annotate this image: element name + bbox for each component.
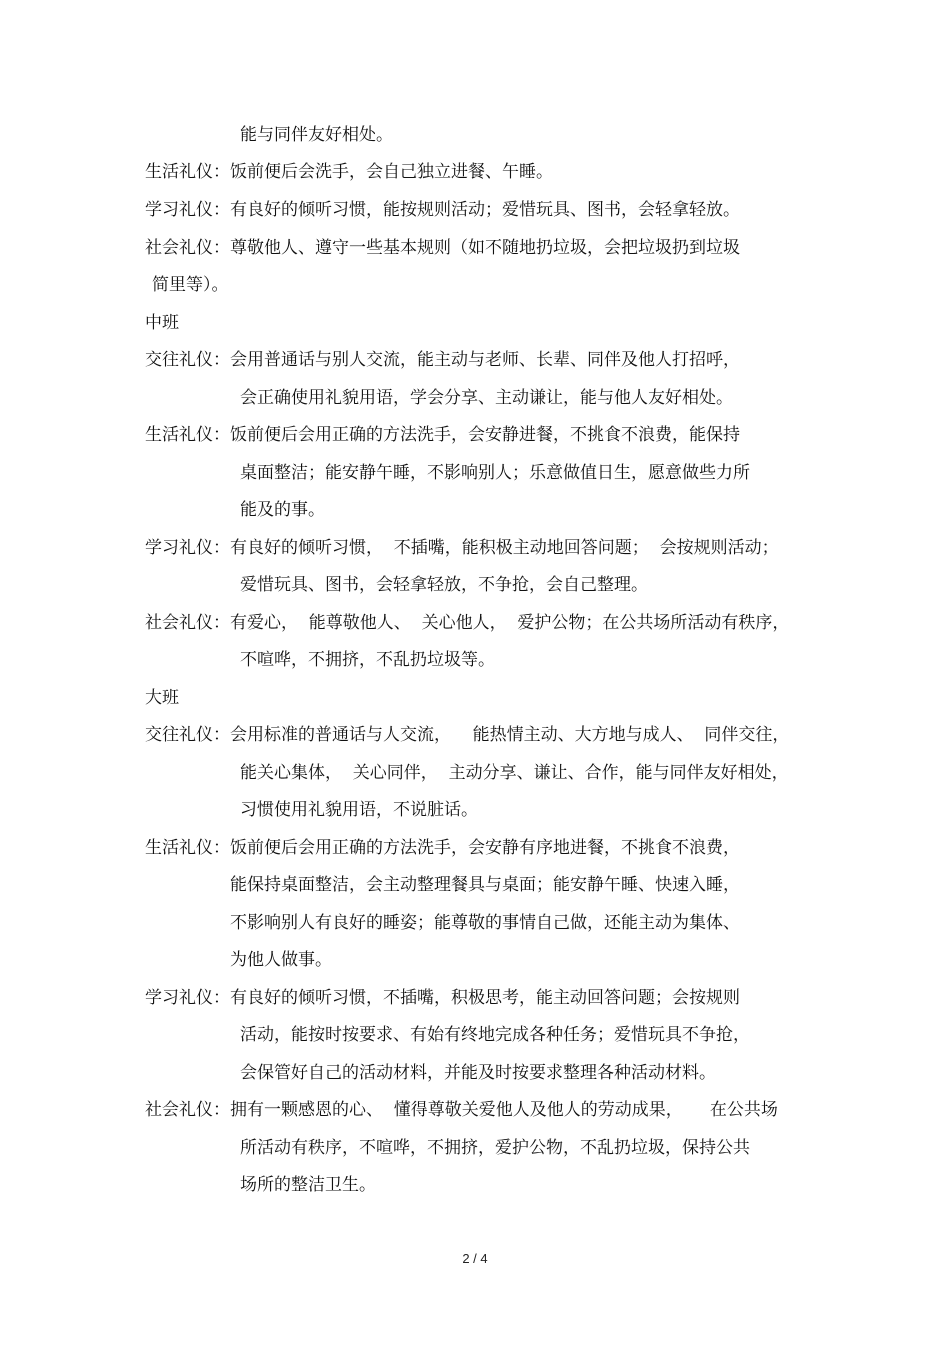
text-line: 场所的整洁卫生。	[240, 1175, 376, 1195]
text-line: 社会礼仪：拥有一颗感恩的心、 懂得尊敬关爱他人及他人的劳动成果， 在公共场	[145, 1100, 778, 1120]
text-line: 交往礼仪：会用普通话与别人交流，能主动与老师、长辈、同伴及他人打招呼，	[145, 350, 740, 370]
text-line: 学习礼仪：有良好的倾听习惯，能按规则活动；爱惜玩具、图书，会轻拿轻放。	[145, 200, 740, 220]
text-line: 能保持桌面整洁，会主动整理餐具与桌面；能安静午睡、快速入睡，	[230, 875, 740, 895]
text-line: 所活动有秩序，不喧哗，不拥挤，爱护公物，不乱扔垃圾，保持公共	[240, 1138, 750, 1158]
text-line: 爱惜玩具、图书，会轻拿轻放，不争抢，会自己整理。	[240, 575, 648, 595]
text-line: 生活礼仪：饭前便后会用正确的方法洗手，会安静有序地进餐，不挑食不浪费，	[145, 838, 740, 858]
text-line: 会正确使用礼貌用语，学会分享、主动谦让，能与他人友好相处。	[240, 388, 733, 408]
text-line: 交往礼仪：会用标准的普通话与人交流， 能热情主动、大方地与成人、 同伴交往，	[145, 725, 790, 745]
text-line: 桌面整洁；能安静午睡，不影响别人；乐意做值日生，愿意做些力所	[240, 463, 750, 483]
text-line: 能关心集体， 关心同伴， 主动分享、谦让、合作，能与同伴友好相处，	[240, 763, 789, 783]
text-line: 学习礼仪：有良好的倾听习惯，不插嘴，积极思考，能主动回答问题；会按规则	[145, 988, 740, 1008]
section-heading: 中班	[145, 313, 179, 333]
text-line: 不喧哗，不拥挤，不乱扔垃圾等。	[240, 650, 495, 670]
text-line: 不影响别人有良好的睡姿；能尊敬的事情自己做，还能主动为集体、	[230, 913, 740, 933]
section-heading: 大班	[145, 688, 179, 708]
text-line: 生活礼仪：饭前便后会洗手，会自己独立进餐、午睡。	[145, 162, 553, 182]
text-line: 简里等）。	[152, 275, 229, 295]
text-line: 学习礼仪：有良好的倾听习惯， 不插嘴，能积极主动地回答问题； 会按规则活动；	[145, 538, 779, 558]
text-line: 习惯使用礼貌用语，不说脏话。	[240, 800, 478, 820]
page-number: 2 / 4	[462, 1251, 488, 1266]
text-line: 会保管好自己的活动材料，并能及时按要求整理各种活动材料。	[240, 1063, 716, 1083]
text-line: 为他人做事。	[230, 950, 332, 970]
text-line: 能及的事。	[240, 500, 325, 520]
text-line: 社会礼仪：尊敬他人、遵守一些基本规则（如不随地扔垃圾，会把垃圾扔到垃圾	[145, 238, 740, 258]
text-line: 生活礼仪：饭前便后会用正确的方法洗手，会安静进餐，不挑食不浪费，能保持	[145, 425, 740, 445]
text-line: 社会礼仪：有爱心， 能尊敬他人、 关心他人， 爱护公物；在公共场所活动有秩序，	[145, 613, 790, 633]
text-line: 能与同伴友好相处。	[240, 125, 393, 145]
text-line: 活动，能按时按要求、有始有终地完成各种任务；爱惜玩具不争抢，	[240, 1025, 750, 1045]
